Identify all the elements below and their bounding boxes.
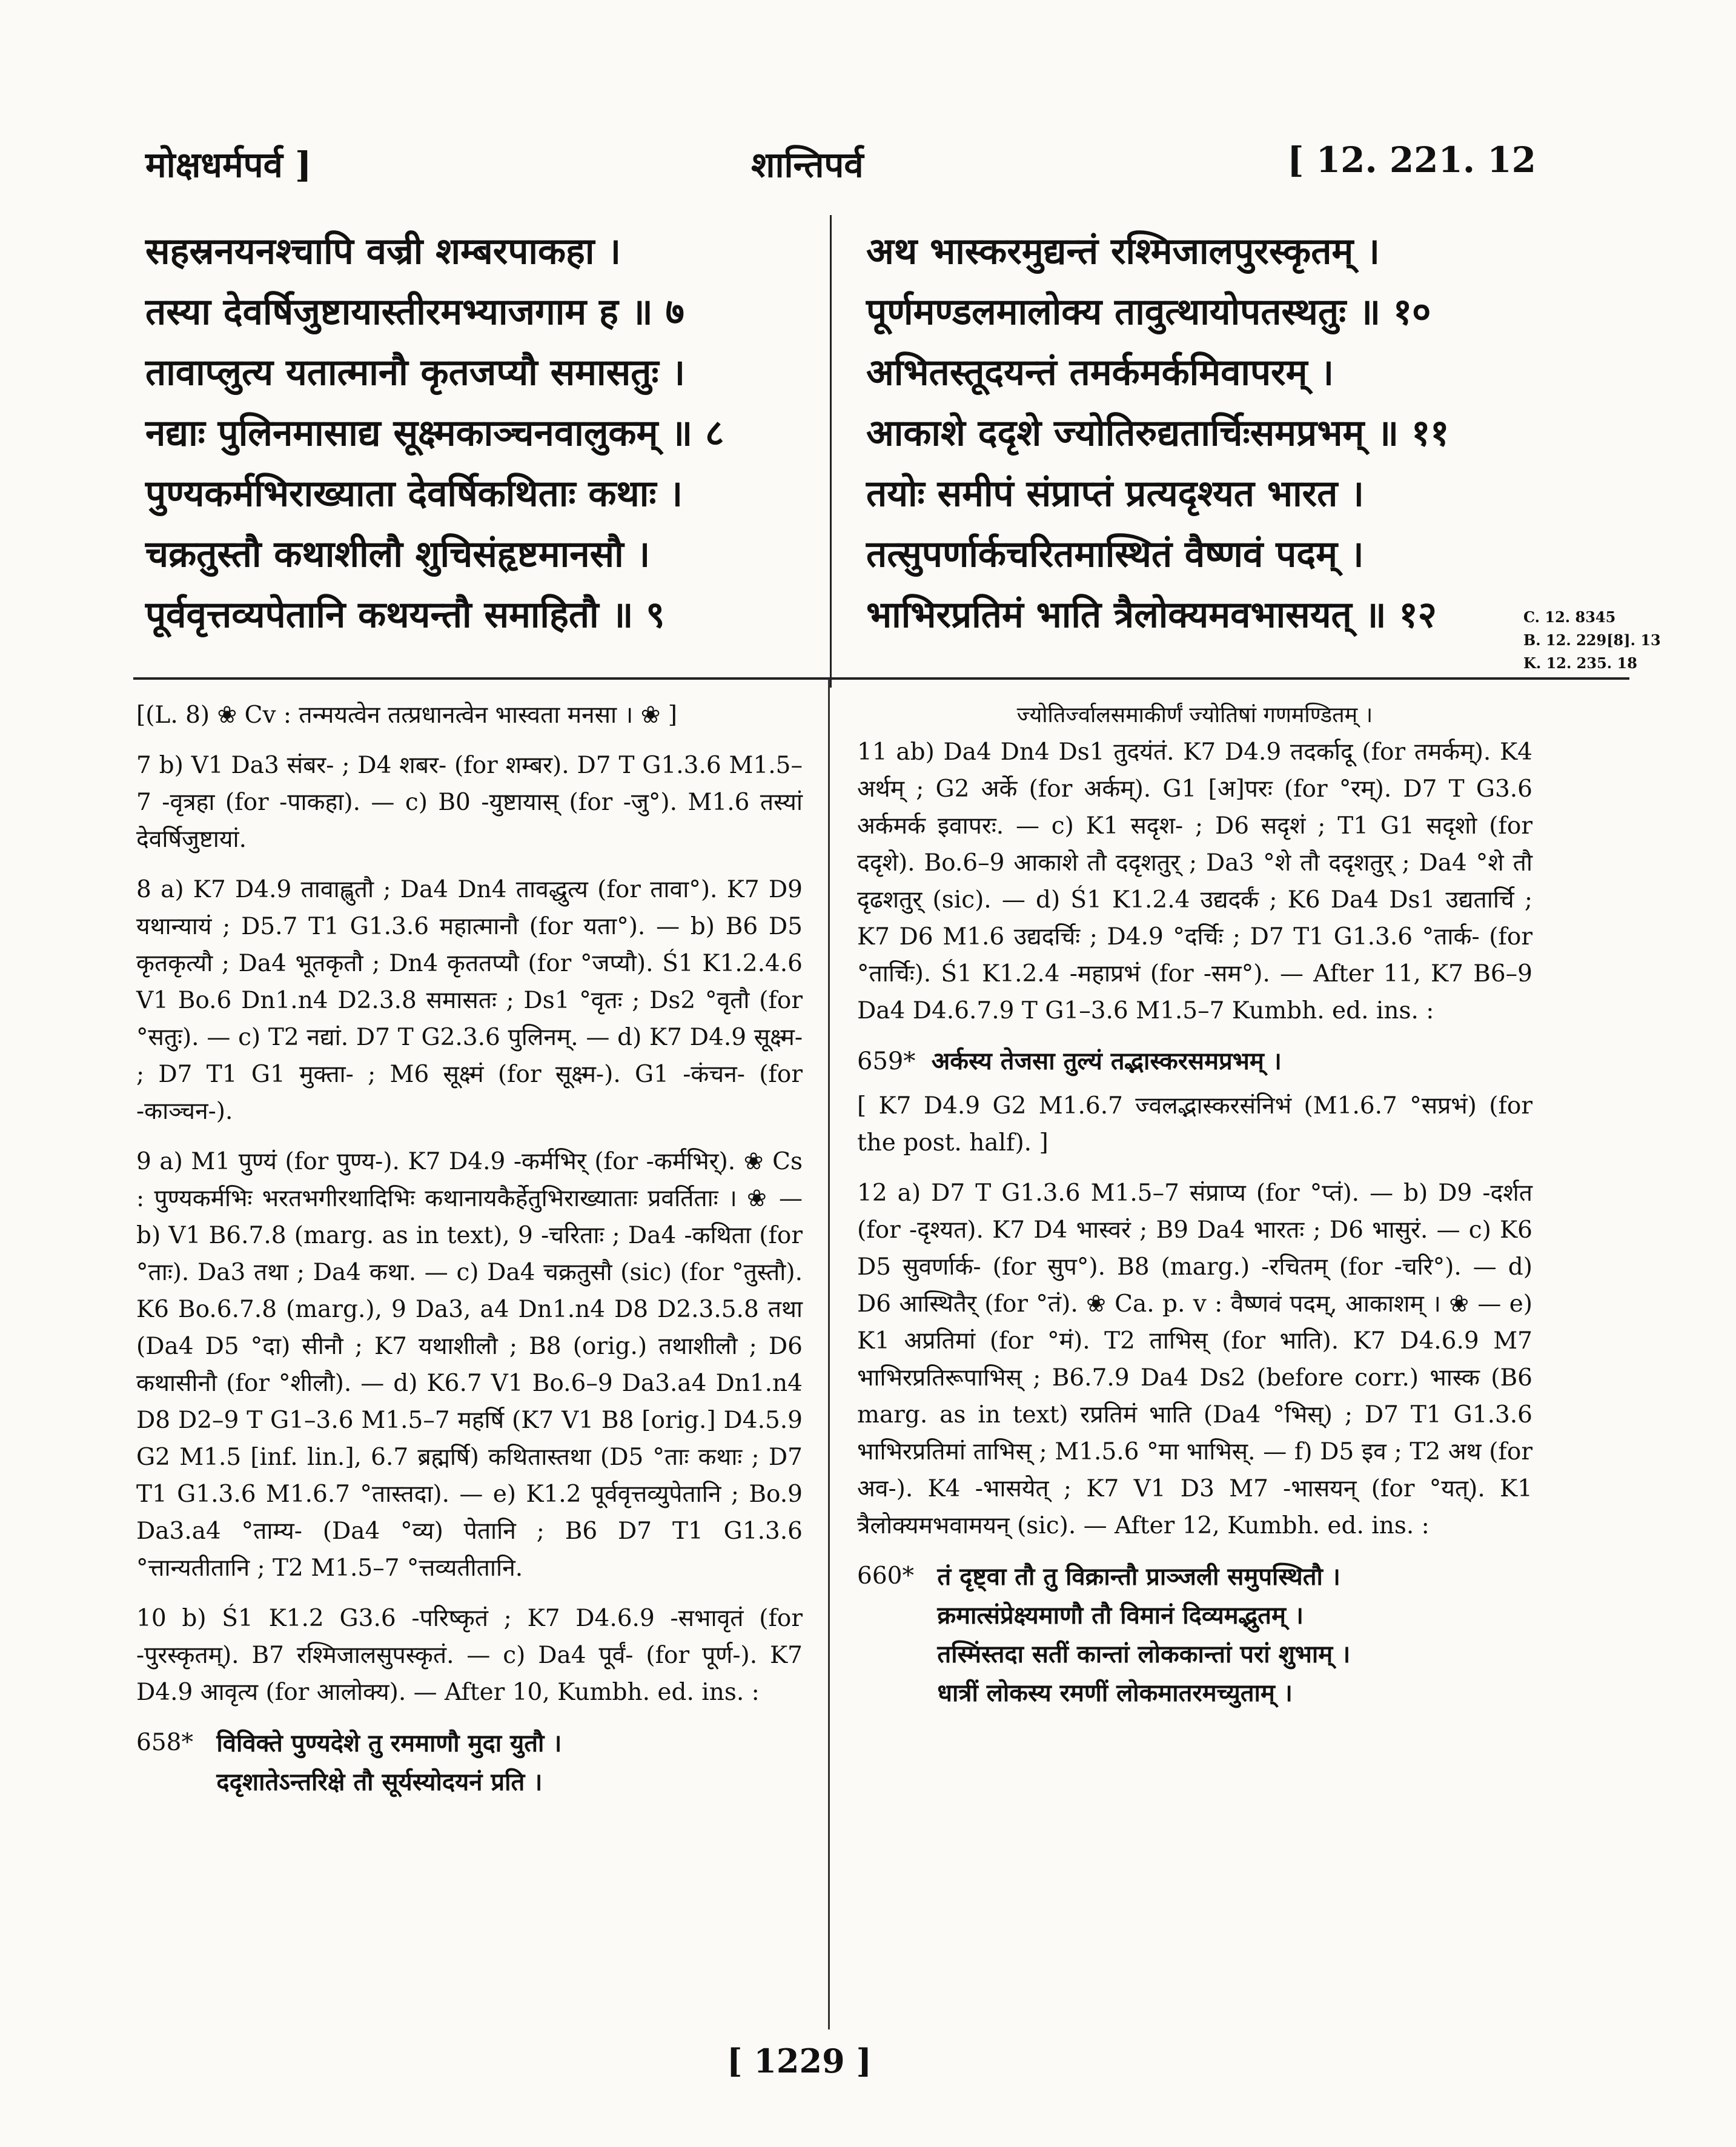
- verse-line: पुण्यकर्मभिराख्याता देवर्षिकथिताः कथाः ।: [145, 473, 683, 515]
- section-divider: [133, 677, 1629, 680]
- verse-line: आकाशे ददृशे ज्योतिरुद्यतार्चिःसमप्रभम् ॥ ११: [866, 412, 1449, 454]
- verses-left-column: [145, 221, 812, 645]
- passage-number: 660*: [857, 1562, 914, 1590]
- star-passage-658: [136, 1724, 803, 1802]
- passage-line: अर्कस्य तेजसा तुल्यं तद्भास्करसमप्रभम् ।: [931, 1047, 1282, 1075]
- verse-line: अथ भास्करमुद्यन्तं रश्मिजालपुरस्कृतम् ।: [866, 230, 1380, 273]
- verse-line: नद्याः पुलिनमासाद्य सूक्ष्मकाञ्चनवालुकम् ॥ ८: [145, 412, 724, 454]
- verse-line: भाभिरप्रतिमं भाति त्रैलोक्यमवभासयत् ॥ १२: [866, 594, 1437, 636]
- note-paragraph: 8 a) K7 D4.9 तावाह्लुतौ ; Da4 Dn4 तावद्धुत्य (for तावा°). K7 D9 यथान्यायं ; D5.7 T1 G1.3.6 महात्मानौ (for यता°). — b) B6 D5 कृतकृत्यौ ; Da4 भूतकृतौ ; Dn4 कृततप्यौ (for °जप्यौ). Ś1 K1.2.4.6 V1 Bo.6 Dn1.n4 D2.3.8 समासतः ; Ds1 °वृतः ; Ds2 °वृतौ (for °सतुः). — c) T2 नद्यां. D7 T G2.3.6 पुलिनम्. — d) K7 D4.9 सूक्ष्म- ; D7 T1 G1 मुक्ता- ; M6 सूक्ष्मं (for सूक्ष्म-). G1 -कंचन- (for -काञ्चन-).: [136, 876, 803, 1125]
- verse-line: सहस्रनयनश्चापि वज्री शम्बरपाकहा ।: [145, 230, 621, 273]
- concordance: [1523, 606, 1661, 675]
- critical-notes-left: [136, 697, 803, 1814]
- verse-line: चक्रतुस्तौ कथाशीलौ शुचिसंहृष्टमानसौ ।: [145, 533, 651, 576]
- book-title: शान्तिपर्व: [751, 144, 864, 185]
- note-paragraph: 7 b) V1 Da3 संबर- ; D4 शबर- (for शम्बर). D7 T G1.3.6 M1.5–7 -वृत्रहा (for -पाकहा). — c) B0 -युष्टायास् (for -जु°). M1.6 तस्यां देवर्षिजुष्टायां.: [136, 752, 803, 853]
- verse-line: तत्सुपर्णार्कचरितमास्थितं वैष्णवं पदम् ।: [866, 533, 1364, 576]
- section-title: मोक्षधर्मपर्व ]: [145, 144, 312, 185]
- page-number: [ 1229 ]: [727, 2042, 872, 2080]
- passage-line: तं दृष्ट्वा तौ तु विक्रान्तौ प्राञ्जली समुपस्थितौ ।: [937, 1562, 1340, 1591]
- concordance-line: K. 12. 235. 18: [1523, 654, 1637, 672]
- passage-line: क्रमात्संप्रेक्ष्यमाणौ तौ विमानं दिव्यमद्भुतम् ।: [937, 1601, 1304, 1630]
- passage-line: धात्रीं लोकस्य रमणीं लोकमातरमच्युताम् ।: [937, 1679, 1293, 1707]
- note-paragraph: 10 b) Ś1 K1.2 G3.6 -परिष्कृतं ; K7 D4.6.9 -सभावृतं (for -पुरस्कृतम्). B7 रश्मिजालसुपस्कृतं. — c) Da4 पूर्वं- (for पूर्ण-). K7 D4.9 आवृत्य (for आलोक्य). — After 10, Kumbh. ed. ins. :: [136, 1605, 803, 1706]
- concordance-line: B. 12. 229[8]. 13: [1523, 631, 1661, 649]
- note-paragraph: [ K7 D4.9 G2 M1.6.7 ज्वलद्भास्करसंनिभं (M1.6.7 °सप्रभं) (for the post. half). ]: [857, 1092, 1532, 1156]
- critical-notes-right: [857, 697, 1532, 1725]
- notes-column-divider: [828, 679, 830, 2029]
- column-divider: [830, 215, 832, 688]
- passage-line: ददृशातेऽन्तरिक्षे तौ सूर्यस्योदयनं प्रति ।: [216, 1768, 543, 1796]
- passage-line: विविक्ते पुण्यदेशे तु रममाणौ मुदा युतौ ।: [216, 1729, 562, 1757]
- verses-right-column: [866, 221, 1508, 645]
- passage-number: 659*: [857, 1047, 916, 1075]
- concordance-line: C. 12. 8345: [1523, 608, 1616, 626]
- note-paragraph: [(L. 8) ❀ Cv : तन्मयत्वेन तत्प्रधानत्वेन भास्वता मनसा । ❀ ]: [136, 702, 677, 729]
- passage-number: 658*: [136, 1729, 193, 1756]
- star-passage-660: [857, 1558, 1532, 1713]
- note-paragraph: 12 a) D7 T G1.3.6 M1.5–7 संप्राप्य (for °प्तं). — b) D9 -दर्शत (for -दृश्यत). K7 D4 भास्वरं ; B9 Da4 भारतः ; D6 भासुरं. — c) K6 D5 सुवर्णार्क- (for सुप°). B8 (marg.) -रचितम् (for -चरि°). — d) D6 आस्थितैर् (for °तं). ❀ Ca. p. v : वैष्णवं पदम्, आकाशम् । ❀ — e) K1 अप्रतिमां (for °मं). T2 ताभिस् (for भाति). K7 D4.6.9 M7 भाभिरप्रतिरूपाभिस् ; B6.7.9 Da4 Ds2 (before corr.) भास्क (B6 marg. as in text) रप्रतिमं भाति (Da4 °भिस्) ; D7 T1 G1.3.6 भाभिरप्रतिमां ताभिस् ; M1.5.6 °मा भाभिस्. — f) D5 इव ; T2 अथ (for अव-). K4 -भासयेत् ; K7 V1 D3 M7 -भासयन् (for °यत्). K1 त्रैलोक्यमभवामयन् (sic). — After 12, Kumbh. ed. ins. :: [857, 1180, 1532, 1539]
- verse-line: पूर्णमण्डलमालोक्य तावुत्थायोपतस्थतुः ॥ १०: [866, 291, 1431, 333]
- verse-line: पूर्ववृत्तव्यपेतानि कथयन्तौ समाहितौ ॥ ९: [145, 594, 665, 636]
- note-paragraph: 11 ab) Da4 Dn4 Ds1 तुदयंतं. K7 D4.9 तदर्कादू (for तमर्कम्). K4 अर्थम् ; G2 अर्के (for अर्कम्). G1 [अ]परः (for °रम्). D7 T G3.6 अर्कमर्क इवापरः. — c) K1 सदृश- ; D6 सदृशं ; T1 G1 सदृशो (for ददृशे). Bo.6–9 आकाशे तौ ददृशतुर् ; Da3 °शे तौ ददृशतुर् ; Da4 °शे तौ दृढशतुर् (sic). — d) Ś1 K1.2.4 उद्यदर्कं ; K6 Da4 Ds1 उद्यतार्चि ; K7 D6 M1.6 उद्यदर्चिः ; D4.9 °दर्चिः ; D7 T1 G1.3.6 °तार्क- (for °तार्चिः). Ś1 K1.2.4 -महाप्रभं (for -सम°). — After 11, K7 B6–9 Da4 D4.6.7.9 T G1–3.6 M1.5–7 Kumbh. ed. ins. :: [857, 738, 1532, 1024]
- note-paragraph: 9 a) M1 पुण्यं (for पुण्य-). K7 D4.9 -कर्मभिर् (for -कर्मभिर्). ❀ Cs : पुण्यकर्मभिः भरतभगीरथादिभिः कथानायकैर्हेतुभिराख्याताः प्रवर्तिताः । ❀ — b) V1 B6.7.8 (marg. as in text), 9 -चरिताः ; Da4 -कथिता (for °ताः). Da3 तथा ; Da4 कथा. — c) Da4 चक्रतुसौ (sic) (for °तुस्तौ). K6 Bo.6.7.8 (marg.), 9 Da3, a4 Dn1.n4 D8 D2.3.5.8 तथा (Da4 D5 °दा) सीनौ ; K7 यथाशीलौ ; B8 (orig.) तथाशीलौ ; D6 कथासीनौ (for °शीलौ). — d) K6.7 V1 Bo.6–9 Da3.a4 Dn1.n4 D8 D2–9 T G1–3.6 M1.5–7 महर्षि (K7 V1 B8 [orig.] D4.5.9 G2 M1.5 [inf. lin.], 6.7 ब्रह्मर्षि) कथितास्तथा (D5 °ताः कथाः ; D7 T1 G1.3.6 M1.6.7 °तास्तदा). — e) K1.2 पूर्ववृत्तव्युपेतानि ; Bo.9 Da3.a4 °ताम्य- (Da4 °व्य) पेतानि ; B6 D7 T1 G1.3.6 °त्तान्यतीतानि ; T2 M1.5–7 °त्तव्यतीतानि.: [136, 1148, 803, 1582]
- verse-line: तावाप्लुत्य यतात्मानौ कृतजप्यौ समासतुः ।: [145, 351, 686, 394]
- verse-reference: [ 12. 221. 12: [1287, 139, 1536, 181]
- verse-line: तयोः समीपं संप्राप्तं प्रत्यदृश्यत भारत ।: [866, 473, 1364, 515]
- passage-line: तस्मिंस्तदा सतीं कान्तां लोककान्तां परां शुभाम् ।: [937, 1640, 1351, 1668]
- star-passage-659: [857, 1043, 1532, 1080]
- verse-line: अभितस्तूदयन्तं तमर्कमर्कमिवापरम् ।: [866, 351, 1334, 394]
- inserted-line: ज्योतिर्ज्वालसमाकीर्णं ज्योतिषां गणमण्डितम् ।: [1016, 703, 1373, 728]
- verse-line: तस्या देवर्षिजुष्टायास्तीरमभ्याजगाम ह ॥ ७: [145, 291, 684, 333]
